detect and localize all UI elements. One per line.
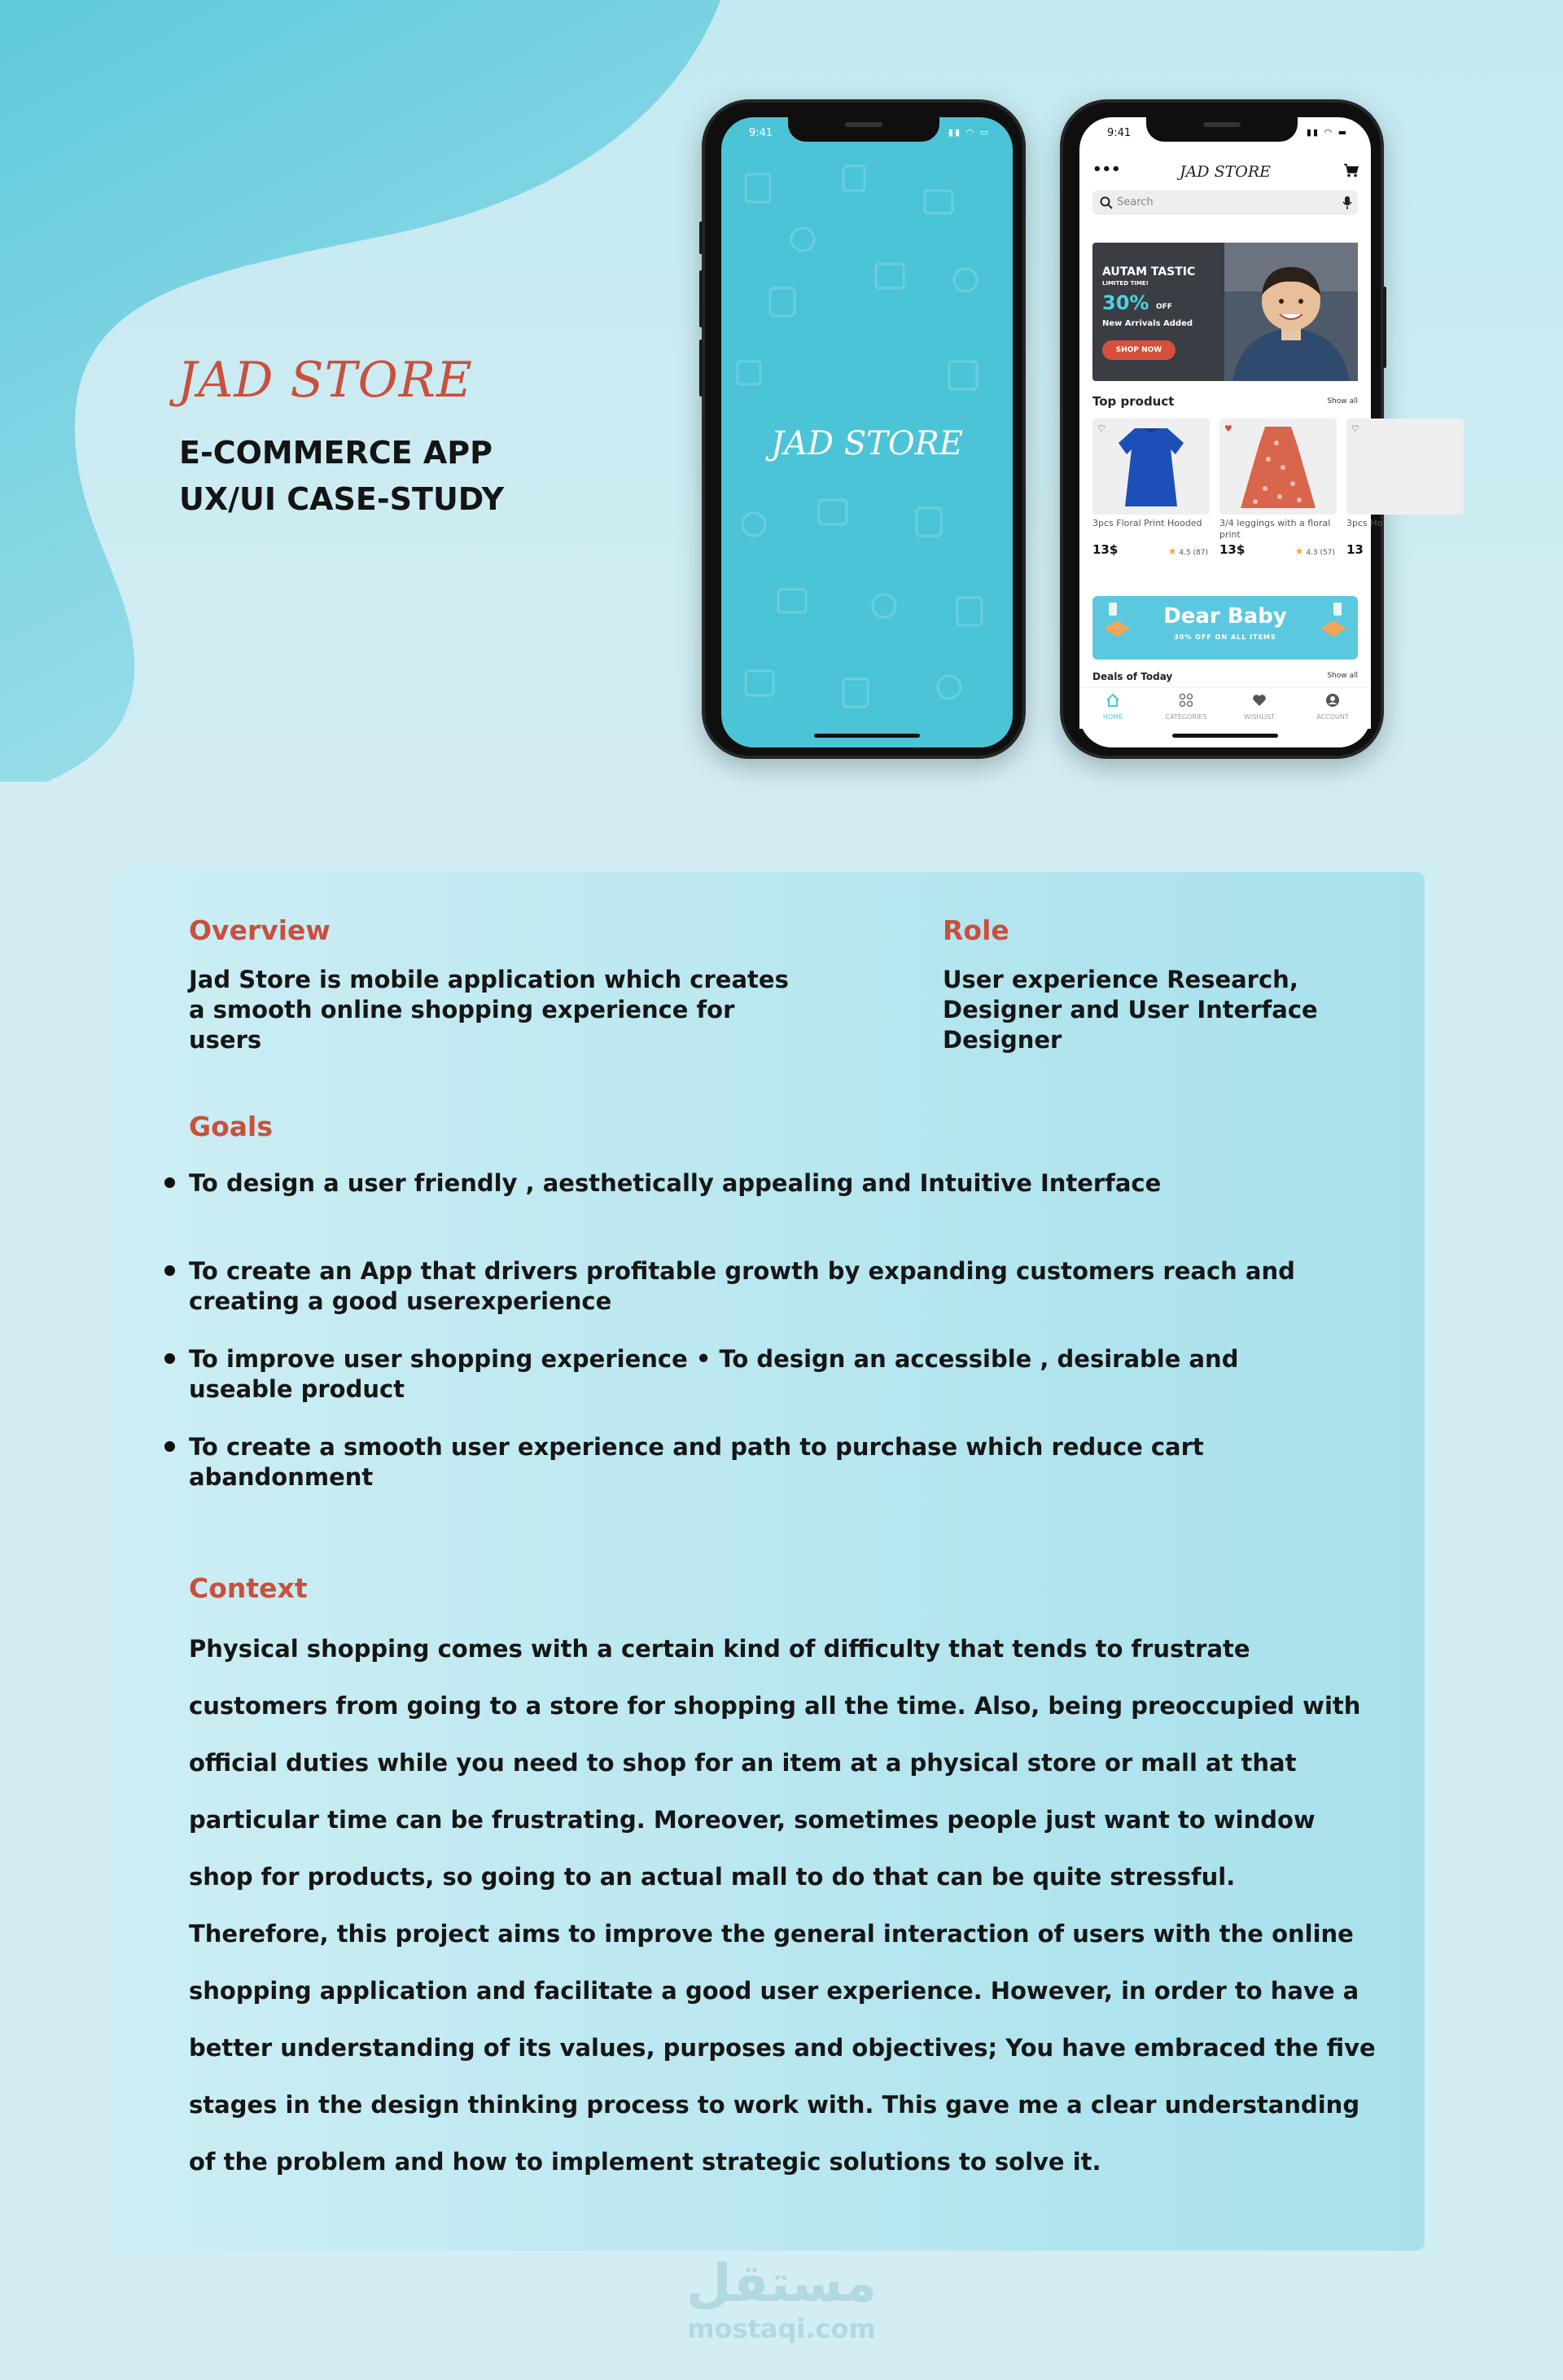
- tab-categories-label: CATEGORIES: [1165, 713, 1207, 721]
- splash-logo: JAD STORE: [771, 425, 963, 462]
- goal-item: To improve user shopping experience • To design an accessible , desirable and useable product: [189, 1344, 1329, 1405]
- deals-show-all[interactable]: Show all: [1327, 672, 1358, 680]
- tab-account[interactable]: [1304, 693, 1361, 721]
- product-card[interactable]: [1219, 419, 1337, 559]
- tab-wishlist[interactable]: [1231, 693, 1288, 721]
- subtitle-line-1: E-COMMERCE APP: [179, 435, 493, 471]
- product-image: [1346, 419, 1464, 515]
- deals-title: Deals of Today: [1092, 671, 1173, 682]
- more-menu-icon[interactable]: •••: [1092, 161, 1121, 178]
- blue-dress-image: [1092, 419, 1210, 515]
- deals-header: [1092, 671, 1358, 682]
- signal-wifi-battery-icon: ▮▮ ◠ ▬: [1306, 127, 1348, 138]
- product-price: 13$: [1219, 542, 1246, 557]
- overview-text: Jad Store is mobile application which creates a smooth online shopping experience for users: [189, 966, 789, 1054]
- watermark-arabic: مستقل: [685, 2254, 878, 2314]
- phone-side-button: [699, 221, 703, 254]
- tab-wishlist-label: WISHLIST: [1243, 713, 1276, 721]
- product-rating-value: 4.5 (87): [1179, 549, 1208, 557]
- mostaqi-watermark: [0, 2254, 1563, 2343]
- overview-heading: Overview: [189, 914, 331, 946]
- tab-home-label: HOME: [1102, 713, 1123, 721]
- banner-headline: AUTAM TASTIC: [1102, 265, 1196, 278]
- account-icon: [1325, 693, 1340, 708]
- product-image: [1092, 419, 1210, 515]
- heart-icon: [1252, 693, 1267, 708]
- subtitle-line-2: UX/UI CASE-STUDY: [179, 481, 505, 517]
- bottom-tab-bar: [1079, 687, 1371, 729]
- phone-volume-down: [699, 340, 703, 397]
- status-time: 9:41: [749, 127, 773, 139]
- product-card[interactable]: [1092, 419, 1210, 559]
- home-screen: [1079, 117, 1383, 747]
- home-indicator: [814, 734, 920, 738]
- product-name: 3pcs Ho: [1346, 518, 1383, 528]
- product-price: 13: [1346, 542, 1364, 557]
- cart-icon[interactable]: [1343, 163, 1359, 178]
- tab-account-label: ACCOUNT: [1316, 713, 1349, 721]
- search-input[interactable]: [1092, 191, 1358, 215]
- banner-off: OFF: [1156, 303, 1172, 311]
- heart-outline-icon[interactable]: ♡: [1097, 423, 1105, 434]
- search-icon: [1099, 195, 1114, 210]
- phone-speaker: [1203, 122, 1241, 127]
- banner-limited: LIMITED TIME!: [1102, 280, 1149, 287]
- top-product-header: [1092, 394, 1358, 409]
- app-top-bar: [1079, 161, 1371, 186]
- home-icon: [1105, 693, 1120, 708]
- context-text: Physical shopping comes with a certain kind of difficulty that tends to frustrate customers from going to a store for shopping all the time. Also, being preoccupied with official duties while you need to shop for an item at a physical store or mall at that particular time can be frustrating. Moreover, sometimes people just want to window shop for products, so going to an actual mall to do that can be quite stressful. Therefore, this project aims to improve the general interaction of users with the online shopping application and facilitate a good user experience. However, in order to have a better understanding of its values, purposes and objectives; You have embraced the five stages in the design thinking process to work with. This gave me a clear understanding of the problem and how to implement strategic solutions to solve it.: [189, 1635, 1376, 2176]
- role-text: User experience Research, Designer and User Interface Designer: [943, 966, 1318, 1054]
- floral-dress-image: [1219, 419, 1337, 515]
- product-rating: [1295, 546, 1335, 557]
- phone-notch: [788, 117, 939, 142]
- promo-banner[interactable]: [1092, 243, 1358, 381]
- home-indicator: [1172, 734, 1278, 738]
- splash-screen: [721, 117, 1013, 747]
- product-rating-value: 4.3 (57): [1306, 549, 1335, 557]
- heart-outline-icon[interactable]: ♡: [1351, 423, 1359, 434]
- product-image: [1219, 419, 1337, 515]
- banner-new-arrivals: New Arrivals Added: [1102, 319, 1193, 328]
- top-product-title: Top product: [1092, 394, 1175, 409]
- splash-phone-mockup: [702, 99, 1026, 759]
- phone-speaker: [845, 122, 882, 127]
- phone-power-button: [1383, 287, 1386, 368]
- dear-baby-banner[interactable]: [1092, 596, 1358, 660]
- tab-home[interactable]: [1084, 693, 1141, 721]
- phone-volume-up: [699, 270, 703, 327]
- star-icon: ★: [1167, 546, 1177, 557]
- context-heading: Context: [189, 1572, 308, 1604]
- microphone-icon[interactable]: [1342, 195, 1353, 210]
- shop-now-button[interactable]: SHOP NOW: [1102, 340, 1176, 360]
- product-price: 13$: [1092, 542, 1119, 557]
- watermark-latin: mostaqi.com: [687, 2313, 876, 2344]
- search-placeholder: Search: [1117, 196, 1154, 208]
- goals-heading: Goals: [189, 1111, 273, 1142]
- phone-notch: [1146, 117, 1298, 142]
- goal-item: To create an App that drivers profitable growth by expanding customers reach and creating a good userexperience: [189, 1256, 1329, 1317]
- product-name: 3pcs Floral Print Hooded: [1092, 518, 1202, 528]
- child-photo: [1224, 243, 1358, 381]
- goal-item: To design a user friendly , aesthetically appealing and Intuitive Interface: [189, 1168, 1345, 1199]
- case-study-subtitle: [179, 430, 504, 523]
- role-heading: Role: [943, 914, 1009, 946]
- brand-title: JAD STORE: [177, 352, 473, 409]
- grid-icon: [1179, 693, 1193, 708]
- promo-subtitle: 30% OFF ON ALL ITEMS: [1174, 633, 1276, 641]
- product-card[interactable]: [1346, 419, 1464, 559]
- banner-discount: 30%: [1102, 291, 1149, 314]
- status-time: 9:41: [1107, 127, 1132, 139]
- tab-categories[interactable]: [1158, 693, 1215, 721]
- app-title: JAD STORE: [1179, 163, 1272, 181]
- star-icon: ★: [1294, 546, 1304, 557]
- case-study-card: [114, 872, 1425, 2251]
- store-phone-mockup: [1060, 99, 1384, 759]
- heart-filled-icon[interactable]: ♥: [1224, 423, 1232, 434]
- promo-title: Dear Baby: [1163, 604, 1287, 629]
- product-name: 3/4 leggings with a floral print: [1219, 518, 1331, 540]
- product-rating: [1168, 546, 1208, 557]
- signal-wifi-battery-icon: ▮▮ ◠ ▭: [948, 127, 990, 138]
- goal-item: To create a smooth user experience and path to purchase which reduce cart abandonment: [189, 1432, 1329, 1492]
- top-product-show-all[interactable]: Show all: [1327, 397, 1358, 405]
